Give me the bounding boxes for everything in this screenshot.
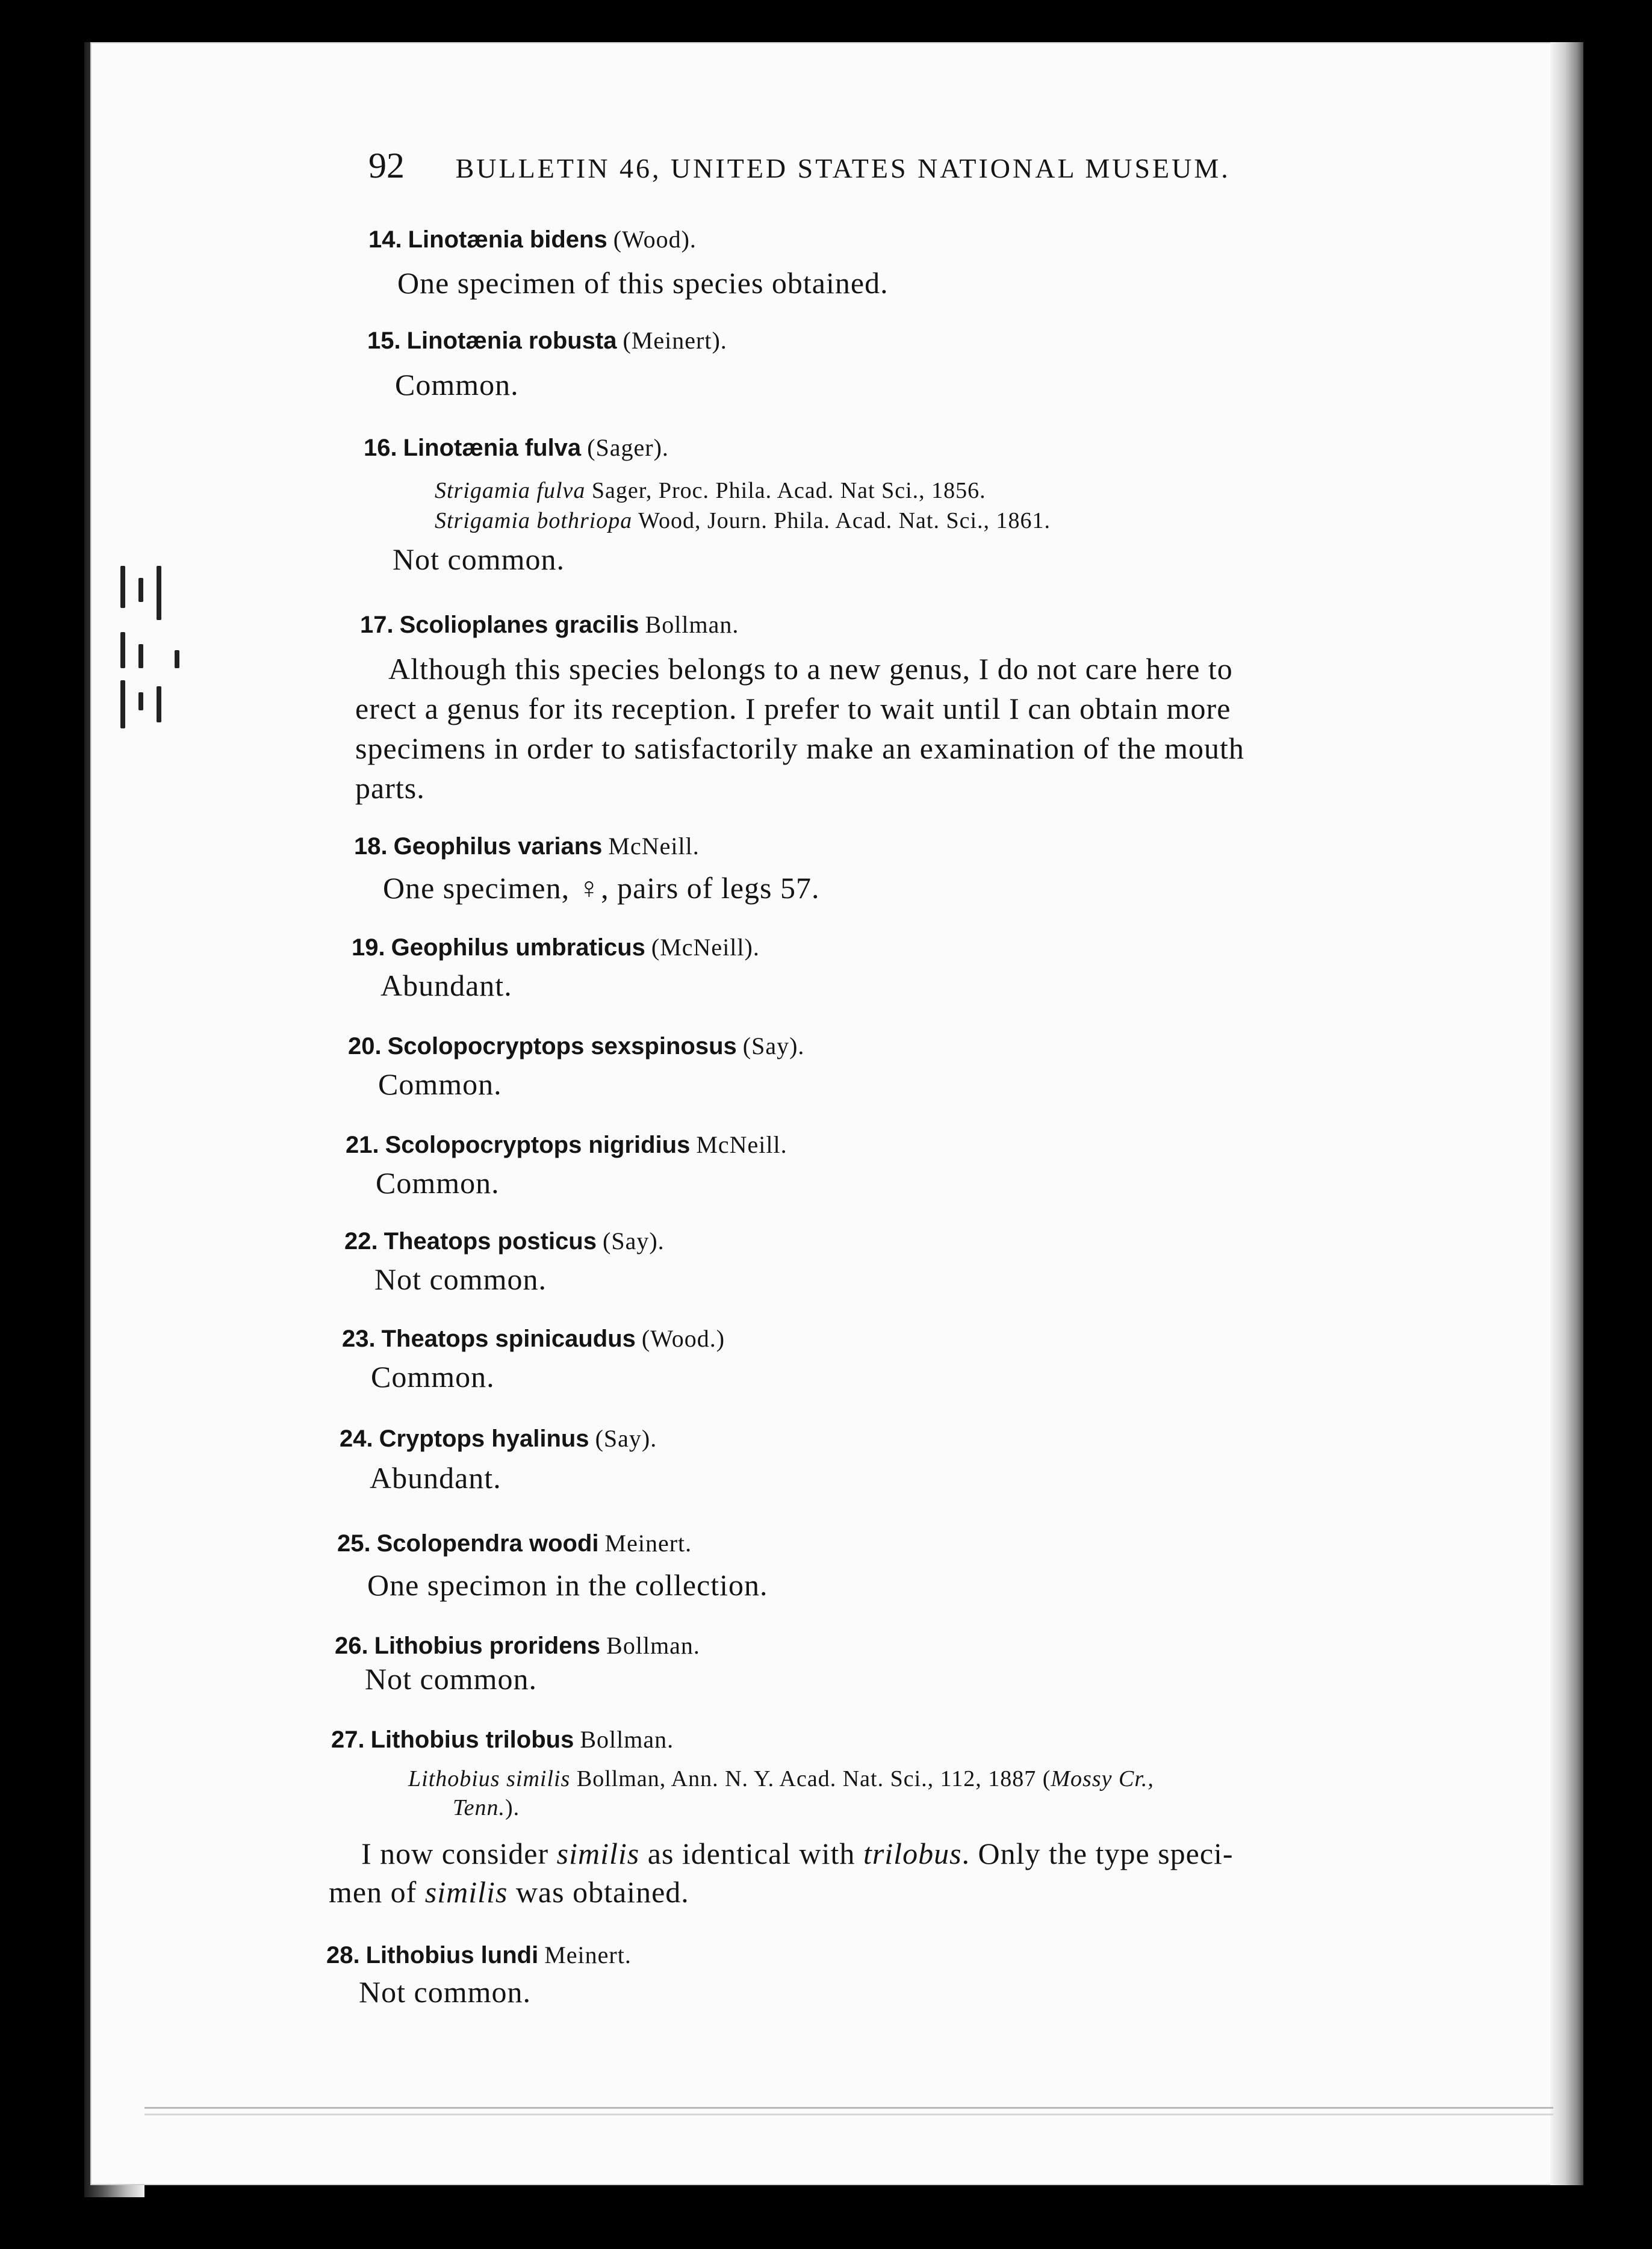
entry-number: 23. [342,1326,376,1352]
species-name: Geophilus varians [393,833,603,860]
entry-heading-21 [346,1129,787,1157]
remark-27-line-1 [361,1838,1234,1869]
entry-body-16: Not common. [393,542,565,576]
species-name: Cryptops hyalinus [379,1425,589,1452]
entry-heading-23 [342,1323,725,1351]
species-name: Lithobius proridens [374,1633,601,1659]
remark-text: men of [329,1875,425,1909]
entry-heading-28 [326,1940,632,1967]
entry-number: 14. [368,226,402,253]
species-author: (Say). [603,1227,665,1255]
entry-number: 15. [367,327,401,354]
paragraph-line: erect a genus for its reception. I prefer to wait until I can obtain more [355,692,1231,725]
synonym-locality-cont: Tenn. [453,1795,506,1820]
entry-body-22: Not common. [374,1262,547,1296]
remark-italic: similis [556,1837,640,1870]
entry-heading-17 [360,609,739,637]
running-header [368,147,1231,184]
paragraph-line: specimens in order to satisfactorily make an examination of the mouth [355,731,1244,765]
entry-number: 20. [348,1033,382,1059]
species-author: Bollman. [606,1632,700,1659]
species-name: Linotænia bidens [408,226,607,253]
synonym-27 [408,1767,1154,1790]
remark-27-line-2 [329,1877,689,1907]
entry-heading-25 [337,1528,692,1556]
synonym-close: ). [505,1795,520,1820]
species-name: Theatops spinicaudus [381,1326,636,1352]
entry-number: 25. [337,1530,371,1557]
species-name: Lithobius lundi [365,1942,539,1968]
entry-body-18: One specimen, ♀, pairs of legs 57. [383,871,820,905]
synonym-reference: Wood, Journ. Phila. Acad. Nat. Sci., 1861. [638,508,1051,533]
remark-text: as identical with [639,1837,863,1870]
entry-number: 24. [340,1425,373,1452]
entry-body-23: Common. [371,1360,495,1394]
species-author: (Say). [595,1425,657,1452]
entry-heading-15 [367,325,727,353]
synonym-reference: Bollman, Ann. N. Y. Acad. Nat. Sci., 112, 1887 ( [576,1766,1051,1791]
species-author: (McNeill). [651,934,760,961]
remark-text: . Only the type speci- [961,1837,1234,1870]
entry-number: 22. [344,1228,378,1255]
remark-italic: trilobus [863,1837,962,1870]
species-name: Scolopendra woodi [376,1530,599,1557]
synonym-reference: Sager, Proc. Phila. Acad. Nat Sci., 1856. [591,478,986,503]
synonym-16-b [435,509,1051,532]
running-title: BULLETIN 46, UNITED STATES NATIONAL MUSEUM. [455,153,1231,184]
entry-number: 19. [352,934,385,961]
species-author: Bollman. [580,1726,674,1753]
species-author: McNeill. [696,1131,787,1158]
entry-body-20: Common. [378,1067,502,1101]
entry-body-26: Not common. [365,1662,537,1696]
species-name: Scolopocryptops nigridius [385,1132,691,1158]
entry-paragraph-17 [355,649,1403,808]
entry-heading-22 [344,1226,665,1253]
species-author: Bollman. [645,611,739,638]
species-author: (Sager). [587,434,669,461]
entry-body-28: Not common. [359,1975,531,2009]
paragraph-line: Although this species belongs to a new genus, I do not care here to [388,652,1233,686]
synonym-name: Strigamia fulva [435,478,586,503]
species-name: Scolopocryptops sexspinosus [387,1033,737,1059]
entry-number: 18. [354,833,388,860]
species-name: Theatops posticus [384,1228,597,1255]
synonym-16-a [435,479,986,502]
species-author: McNeill. [608,833,700,860]
remark-italic: similis [424,1875,508,1909]
entry-heading-16 [364,432,669,460]
synonym-name: Lithobius similis [408,1766,571,1791]
paragraph-line: parts. [355,771,425,805]
entry-body-14: One specimen of this species obtained. [397,266,889,300]
entry-body-24: Abundant. [370,1461,502,1495]
page-number: 92 [368,146,405,185]
entry-heading-20 [348,1031,804,1058]
species-author: Meinert. [544,1941,632,1968]
species-name: Lithobius trilobus [370,1726,574,1753]
entry-number: 28. [326,1942,360,1968]
entry-number: 21. [346,1132,379,1158]
entry-body-15: Common. [395,368,519,402]
entry-number: 26. [335,1633,368,1659]
synonym-name: Strigamia bothriopa [435,508,633,533]
species-author: Meinert. [604,1530,692,1557]
remark-text: was obtained. [508,1875,689,1909]
species-name: Geophilus umbraticus [391,934,645,961]
entry-number: 17. [360,612,394,638]
entry-heading-26 [335,1630,700,1658]
species-name: Scolioplanes gracilis [399,612,639,638]
entry-body-19: Abundant. [380,969,512,1002]
species-author: (Wood.) [641,1325,725,1352]
entry-number: 16. [364,435,397,461]
species-name: Linotænia fulva [403,435,582,461]
remark-text: I now consider [361,1837,557,1870]
entry-heading-19 [352,932,760,960]
entry-body-25: One specimon in the collection. [367,1568,768,1602]
species-author: (Say). [742,1032,805,1059]
species-author: (Meinert). [623,327,727,354]
entry-heading-24 [340,1423,657,1451]
entry-heading-18 [354,831,700,858]
entry-number: 27. [331,1726,365,1753]
species-author: (Wood). [613,226,697,253]
entry-heading-14 [368,224,697,252]
species-name: Linotænia robusta [406,327,617,354]
synonym-27-cont [453,1796,520,1819]
entry-heading-27 [331,1724,674,1752]
entry-body-21: Common. [376,1166,500,1200]
synonym-locality: Mossy Cr., [1051,1766,1154,1791]
